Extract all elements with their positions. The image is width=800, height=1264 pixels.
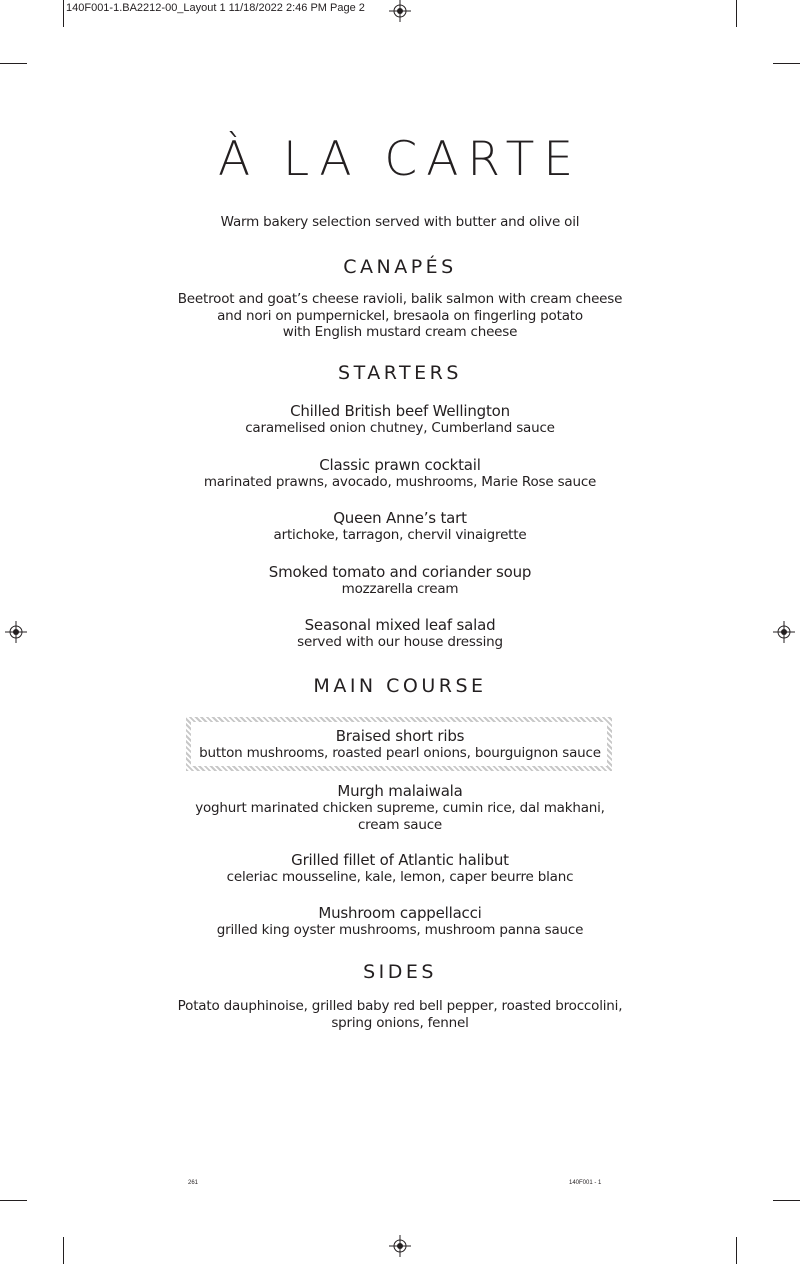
dish-description-cont: cream sauce xyxy=(357,816,443,833)
dish-name: Mushroom cappellacci xyxy=(318,904,482,922)
dish-description: served with our house dressing xyxy=(297,634,503,650)
main-item xyxy=(0,783,800,833)
dish-description: button mushrooms, roasted pearl onions, bourguignon sauce xyxy=(199,745,601,761)
dish-name: Smoked tomato and coriander soup xyxy=(268,563,532,581)
dish-name: Classic prawn cocktail xyxy=(319,456,481,474)
starter-item xyxy=(0,564,800,598)
starter-item xyxy=(0,457,800,491)
dish-name: Grilled fillet of Atlantic halibut xyxy=(291,851,509,869)
print-slug: 140F001-1.BA2212-00_Layout 1 11/18/2022 2:46 PM Page 2 xyxy=(66,2,365,14)
crop-mark-top-right xyxy=(736,0,737,27)
dish-name: Seasonal mixed leaf salad xyxy=(304,616,496,634)
sides-line: spring onions, fennel xyxy=(331,1014,469,1031)
crop-mark-top-left-h xyxy=(0,63,27,64)
dish-name: Murgh malaiwala xyxy=(337,782,463,800)
main-item-featured xyxy=(0,728,800,762)
folio-left: 261 xyxy=(188,1180,199,1186)
dish-name: Queen Anne’s tart xyxy=(333,509,467,527)
registration-mark-top-icon xyxy=(389,0,411,22)
canapes-heading: CANAPÉS xyxy=(343,256,457,278)
starter-item xyxy=(0,510,800,544)
dish-description: caramelised onion chutney, Cumberland sauce xyxy=(245,420,555,436)
main-item xyxy=(0,905,800,939)
dish-description: marinated prawns, avocado, mushrooms, Marie Rose sauce xyxy=(203,474,597,490)
main-item xyxy=(0,852,800,886)
dish-name: Braised short ribs xyxy=(335,727,465,745)
canapes-description xyxy=(0,291,800,341)
starter-item xyxy=(0,617,800,651)
sides-line: Potato dauphinoise, grilled baby red bell pepper, roasted broccolini, xyxy=(177,998,623,1014)
crop-mark-bottom-left xyxy=(63,1237,64,1264)
crop-mark-bottom-right xyxy=(736,1237,737,1264)
starter-item xyxy=(0,403,800,437)
dish-description: mozzarella cream xyxy=(341,581,459,597)
folio-right: 140F001 - 1 xyxy=(569,1180,602,1186)
starters-heading: STARTERS xyxy=(338,362,462,384)
sides-description xyxy=(0,998,800,1031)
intro-text: Warm bakery selection served with butter and olive oil xyxy=(220,214,580,230)
canapes-line: Beetroot and goat’s cheese ravioli, balik salmon with cream cheese xyxy=(177,291,623,307)
dish-description: artichoke, tarragon, chervil vinaigrette xyxy=(273,527,527,543)
dish-description: yoghurt marinated chicken supreme, cumin rice, dal makhani, xyxy=(195,800,605,816)
crop-mark-bottom-right-h xyxy=(773,1200,800,1201)
sides-heading: SIDES xyxy=(363,961,437,983)
dish-description: grilled king oyster mushrooms, mushroom panna sauce xyxy=(216,922,584,938)
canapes-line: and nori on pumpernickel, bresaola on fingerling potato xyxy=(217,307,583,324)
dish-description: celeriac mousseline, kale, lemon, caper beurre blanc xyxy=(226,869,574,885)
page-title: À LA CARTE xyxy=(217,132,583,187)
dish-name: Chilled British beef Wellington xyxy=(290,402,510,420)
main-course-heading: MAIN COURSE xyxy=(313,675,487,697)
crop-mark-top-left xyxy=(63,0,64,27)
crop-mark-bottom-left-h xyxy=(0,1200,27,1201)
crop-mark-top-right-h xyxy=(773,63,800,64)
canapes-line: with English mustard cream cheese xyxy=(282,324,518,340)
registration-mark-bottom-icon xyxy=(389,1235,411,1257)
